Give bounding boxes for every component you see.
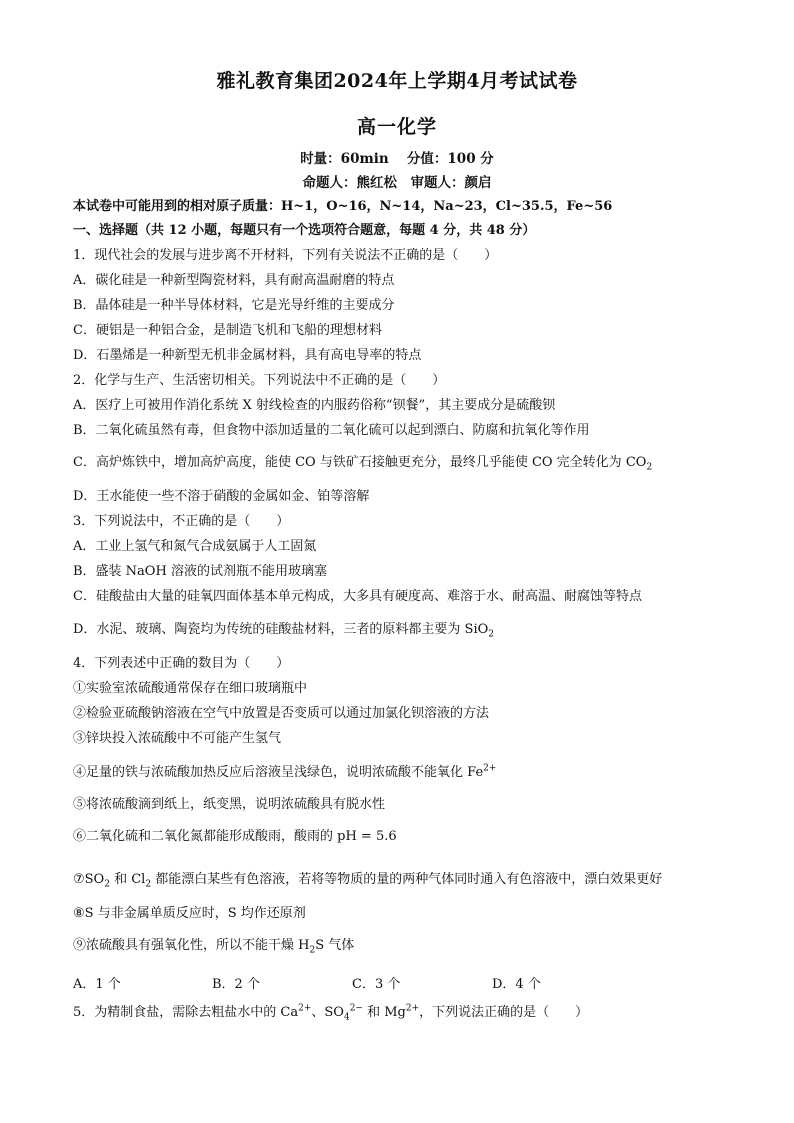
question-3-stem: 3．下列说法中，不正确的是（ ） — [73, 514, 290, 529]
superscript: 2+ — [483, 763, 497, 774]
question-4-stem: 4．下列表述中正确的数目为（ ） — [73, 656, 290, 671]
question-4-statement-9 — [73, 938, 354, 954]
question-4-statement-5: ⑤将浓硫酸滴到纸上，纸变黑，说明浓硫酸具有脱水性 — [73, 797, 386, 812]
time-score-line: 时量：60min 分值：100 分 — [300, 151, 494, 167]
question-3-option-d-text: D．水泥、玻璃、陶瓷均为传统的硅酸盐材料，三者的原料都主要为 SiO — [73, 622, 489, 637]
question-4-statement-2: ②检验亚硫酸钠溶液在空气中放置是否变质可以通过加氯化钡溶液的方法 — [73, 706, 490, 721]
question-4-option-d: D．4 个 — [492, 977, 541, 992]
statement-9-part-b: S 气体 — [315, 938, 355, 953]
superscript: 2+ — [405, 1003, 420, 1014]
question-1-option-a: A．碳化硅是一种新型陶瓷材料，具有耐高温耐磨的特点 — [73, 273, 395, 288]
question-4-statement-8: ⑧S 与非金属单质反应时，S 均作还原剂 — [73, 906, 306, 921]
question-2-stem: 2．化学与生产、生活密切相关。下列说法中不正确的是（ ） — [73, 373, 446, 388]
superscript: 2+ — [298, 1003, 312, 1014]
atomic-masses-line: 本试卷中可能用到的相对原子质量：H~1，O~16，N~14，Na~23，Cl~35.5，Fe~56 — [73, 199, 613, 214]
question-4-statement-7 — [73, 872, 662, 888]
question-2-option-a: A．医疗上可被用作消化系统 X 射线检查的内服药俗称“钡餐”，其主要成分是硫酸钡 — [73, 398, 556, 413]
question-4-option-a: A．1 个 — [73, 977, 121, 992]
question-3-option-a: A．工业上氢气和氮气合成氨属于人工固氮 — [73, 539, 317, 554]
question-5-part-d: ，下列说法正确的是（ ） — [419, 1005, 589, 1020]
subscript: 4 — [343, 1012, 350, 1023]
section-heading: 一、选择题（共 12 小题，每题只有一个选项符合题意，每题 4 分，共 48 分） — [73, 223, 536, 238]
question-2-option-c — [73, 455, 652, 471]
question-4-statement-4-text: ④足量的铁与浓硫酸加热反应后溶液呈浅绿色，说明浓硫酸不能氧化 Fe — [73, 765, 484, 780]
subject-title: 高一化学 — [356, 116, 437, 138]
question-4-option-b: B．2 个 — [212, 977, 260, 992]
question-1-option-c: C．硬铝是一种铝合金，是制造飞机和飞船的理想材料 — [73, 323, 382, 338]
subscript: 2 — [104, 879, 110, 890]
question-4-option-c: C．3 个 — [352, 977, 401, 992]
question-1-option-b: B．晶体硅是一种半导体材料，它是光导纤维的主要成分 — [73, 298, 395, 313]
exam-title: 雅礼教育集团2024年上学期4月考试试卷 — [216, 70, 578, 92]
subscript: 2 — [488, 629, 495, 640]
question-4-statement-6: ⑥二氧化硫和二氧化氮都能形成酸雨，酸雨的 pH = 5.6 — [73, 829, 397, 844]
subscript: 2 — [646, 462, 653, 473]
question-5-part-c: 和 Mg — [362, 1005, 406, 1020]
statement-7-part-c: 都能漂白某些有色溶液，若将等物质的量的两种气体同时通入有色溶液中，漂白效果更好 — [151, 872, 663, 887]
question-3-option-d — [73, 622, 494, 638]
authors-line: 命题人：熊红松 审题人：颜启 — [302, 175, 492, 191]
statement-9-part-a: ⑨浓硫酸具有强氧化性，所以不能干燥 H — [73, 938, 310, 953]
question-1-stem: 1．现代社会的发展与进步离不开材料，下列有关说法不正确的是（ ） — [73, 248, 498, 263]
question-2-option-d: D．王水能使一些不溶于硝酸的金属如金、铂等溶解 — [73, 489, 370, 504]
question-2-option-c-text: C．高炉炼铁中，增加高炉高度，能使 CO 与铁矿石接触更充分，最终几乎能使 CO 完全转化为 CO — [73, 455, 647, 470]
question-5-part-a: 5．为精制食盐，需除去粗盐水中的 Ca — [73, 1005, 299, 1020]
question-5-part-b: 、SO — [311, 1005, 344, 1020]
question-1-option-d: D．石墨烯是一种新型无机非金属材料，具有高电导率的特点 — [73, 348, 422, 363]
superscript: 2− — [349, 1003, 363, 1014]
question-5-stem — [73, 1005, 588, 1021]
subscript: 2 — [145, 879, 152, 890]
question-2-option-b: B．二氧化硫虽然有毒，但食物中添加适量的二氧化硫可以起到漂白、防腐和抗氧化等作用 — [73, 423, 590, 438]
statement-7-part-b: 和 Cl — [109, 872, 146, 887]
question-3-option-b: B．盛装 NaOH 溶液的试剂瓶不能用玻璃塞 — [73, 564, 327, 579]
statement-7-part-a: ⑦SO — [73, 872, 105, 887]
question-4-statement-3: ③锌块投入浓硫酸中不可能产生氢气 — [73, 731, 282, 746]
question-4-statement-1: ①实验室浓硫酸通常保存在细口玻璃瓶中 — [73, 681, 308, 696]
question-4-statement-4 — [73, 765, 496, 781]
question-3-option-c: C．硅酸盐由大量的硅氧四面体基本单元构成，大多具有硬度高、难溶于水、耐高温、耐腐蚀等特点 — [73, 589, 642, 604]
subscript: 2 — [309, 945, 316, 956]
